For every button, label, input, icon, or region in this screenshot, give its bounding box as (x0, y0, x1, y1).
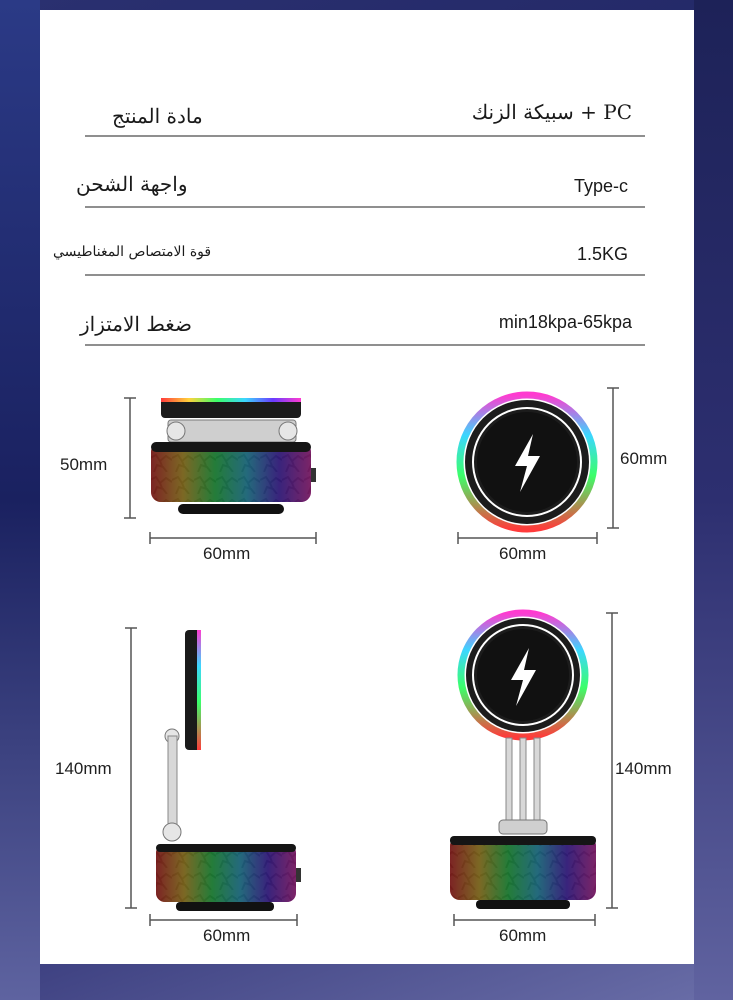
base-top (151, 442, 311, 452)
usb-port (311, 468, 316, 482)
arm (168, 736, 177, 832)
folded-top-view (458, 388, 619, 544)
suction-cup (476, 900, 570, 909)
spec-label: واجهة الشحن (76, 172, 188, 196)
suction-cup (178, 504, 284, 514)
arm (520, 738, 526, 822)
usb-port (296, 868, 301, 882)
spec-panel (40, 10, 694, 964)
dim-label-height: 50mm (60, 455, 108, 474)
arm (534, 738, 540, 822)
spec-label: ضغط الامتزاز (80, 312, 192, 336)
dim-label-width: 60mm (203, 544, 251, 563)
hinge (168, 420, 296, 442)
left-frame (0, 0, 40, 1000)
extended-front-view (450, 613, 618, 926)
suction-cup (176, 902, 274, 911)
folded-side-view (124, 398, 316, 544)
spec-label: قوة الامتصاص المغناطيسي (53, 244, 212, 260)
dim-label-height: 140mm (615, 759, 672, 778)
hinge-knob (163, 823, 181, 841)
led-ring (161, 398, 301, 402)
dim-label-diameter: 60mm (620, 449, 668, 468)
dim-label-height: 140mm (55, 759, 112, 778)
spec-value: Type-c (573, 176, 628, 196)
spec-value: 1.5KG (576, 244, 628, 264)
hinge-knob (167, 422, 185, 440)
hinge-knob (279, 422, 297, 440)
hinge (499, 820, 547, 834)
arm (506, 738, 512, 822)
led-ring (197, 630, 201, 750)
spec-value: min18kpa-65kpa (498, 312, 632, 332)
dim-label-width: 60mm (203, 926, 251, 945)
spec-value: سبيكة الزنك + PC (471, 100, 632, 124)
spec-label: مادة المنتج (112, 104, 203, 128)
dim-label-width: 60mm (499, 926, 547, 945)
product-diagrams (40, 10, 694, 964)
extended-side-view (125, 628, 301, 926)
right-frame (694, 0, 733, 1000)
dim-label-width: 60mm (499, 544, 547, 563)
